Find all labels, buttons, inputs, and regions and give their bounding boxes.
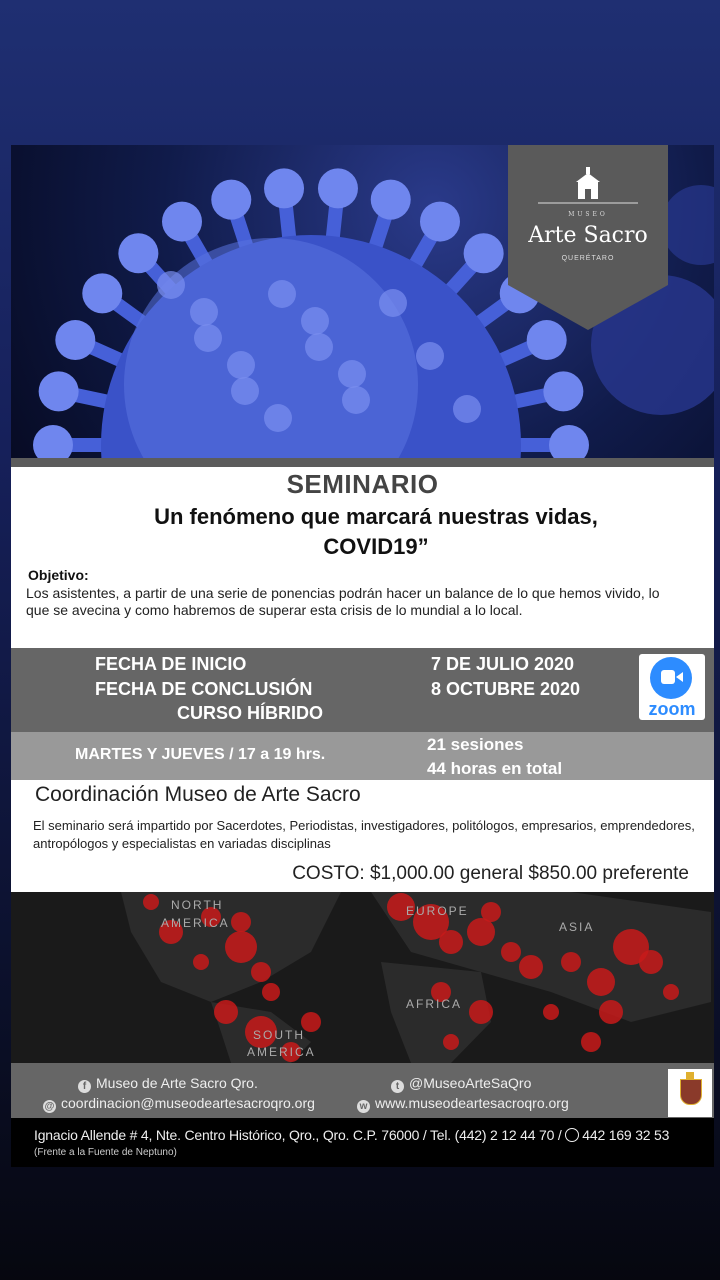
crest-icon: [668, 1069, 712, 1117]
zoom-text: zoom: [648, 699, 696, 719]
objetivo-label: Objetivo:: [28, 567, 89, 583]
twitter-link[interactable]: [391, 1075, 531, 1093]
divider-strip: [11, 458, 714, 467]
logo-name-text: Arte Sacro: [528, 223, 648, 248]
facebook-text: Museo de Arte Sacro Qro.: [96, 1075, 258, 1091]
website-text: www.museodeartesacroqro.org: [375, 1095, 569, 1111]
cost-text: COSTO: $1,000.00 general $850.00 preferente: [292, 863, 689, 884]
whatsapp-icon: [565, 1128, 579, 1142]
map-label-asia: ASIA: [559, 920, 595, 934]
address-line: [34, 1127, 669, 1143]
coordination-heading: Coordinación Museo de Arte Sacro: [35, 783, 361, 806]
logo-museo-text: MUSEO: [568, 211, 608, 218]
website-link[interactable]: [357, 1095, 569, 1113]
map-illustration: [11, 892, 714, 1063]
covid-world-map: [11, 892, 714, 1063]
map-label-south-america: AMERICA: [247, 1045, 316, 1059]
zoom-logo: [639, 654, 705, 720]
map-label-south: SOUTH: [253, 1028, 305, 1042]
twitter-icon: t: [391, 1080, 404, 1093]
zoom-camera-icon: [650, 657, 692, 699]
web-icon: w: [357, 1100, 370, 1113]
facebook-link[interactable]: [78, 1075, 258, 1093]
total-hours: 44 horas en total: [427, 759, 563, 778]
email-text: coordinacion@museodeartesacroqro.org: [61, 1095, 315, 1111]
seminar-subtitle: Un fenómeno que marcará nuestras vidas, COVID19”: [154, 504, 598, 559]
map-label-africa: AFRICA: [406, 997, 463, 1011]
seminar-poster: [11, 145, 714, 1167]
map-label-america: AMERICA: [161, 916, 230, 930]
fecha-inicio-label: FECHA DE INICIO: [95, 654, 247, 674]
fecha-conclusion-label: FECHA DE CONCLUSIÓN: [95, 679, 313, 699]
map-label-europe: EUROPE: [406, 904, 469, 918]
address-text: Ignacio Allende # 4, Nte. Centro Histórico, Qro., Qro. C.P. 76000 / Tel. (442) 2 12 44 70 /: [34, 1127, 562, 1143]
logo-city-text: QUERÉTARO: [561, 255, 615, 262]
fecha-inicio-value: 7 DE JULIO 2020: [431, 654, 575, 674]
sessions-count: 21 sesiones: [427, 735, 524, 754]
address-note: (Frente a la Fuente de Neptuno): [34, 1147, 177, 1158]
fecha-conclusion-value: 8 OCTUBRE 2020: [431, 679, 581, 699]
map-label-north: NORTH: [171, 898, 224, 912]
seminar-description: El seminario será impartido por Sacerdotes, Periodistas, investigadores, politólogos, empresarios, emprendedores, antropólogos y especialistas en variadas disciplinas: [33, 818, 695, 851]
seminario-heading: SEMINARIO: [286, 469, 439, 499]
email-icon: @: [44, 1101, 55, 1112]
virus-hero-image: [11, 145, 714, 458]
objetivo-text: Los asistentes, a partir de una serie de ponencias podrán hacer un balance de lo que hemos vivido, lo que se avecina y como habremos de superar esta crisis de lo mundial a lo local.: [26, 585, 660, 618]
twitter-text: @MuseoArteSaQro: [409, 1075, 532, 1091]
schedule-days: MARTES Y JUEVES / 17 a 19 hrs.: [75, 746, 326, 763]
email-link[interactable]: [43, 1095, 315, 1113]
whatsapp-number[interactable]: 442 169 32 53: [582, 1127, 670, 1143]
curso-hibrido-label: CURSO HÍBRIDO: [177, 703, 324, 723]
facebook-icon: f: [78, 1080, 91, 1093]
museum-logo-banner: [508, 145, 668, 330]
